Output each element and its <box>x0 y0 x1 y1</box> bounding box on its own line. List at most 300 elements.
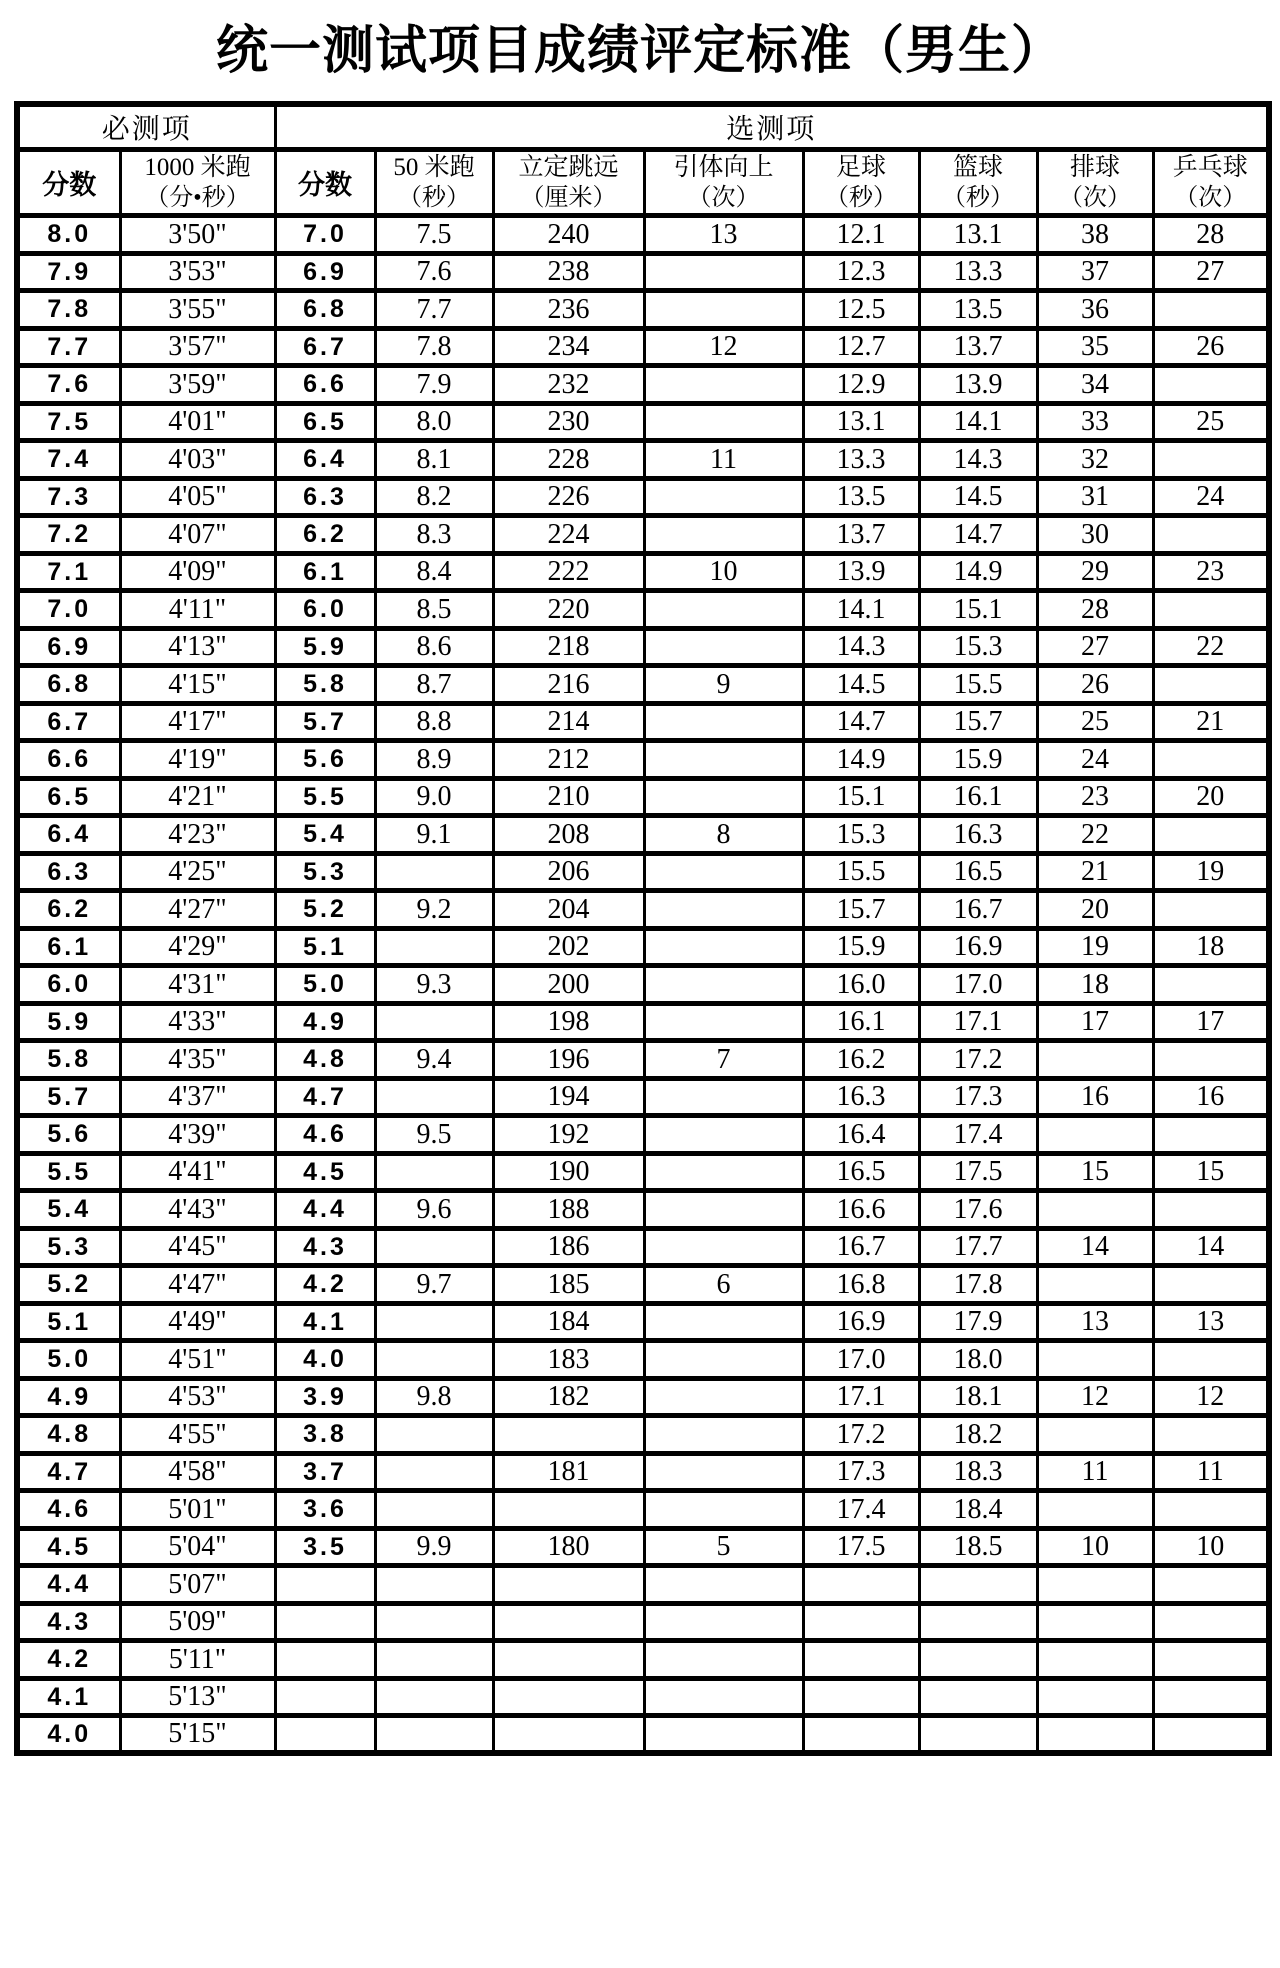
table-cell <box>644 741 803 779</box>
table-cell: 33 <box>1037 403 1153 441</box>
table-body <box>17 216 1269 1754</box>
table-cell: 4'11" <box>120 591 275 629</box>
table-cell: 9.2 <box>375 891 493 929</box>
table-row <box>17 291 1269 329</box>
table-cell: 200 <box>493 966 644 1004</box>
table-cell: 18.1 <box>919 1378 1037 1416</box>
column-header-5 <box>644 150 803 216</box>
table-cell: 9.8 <box>375 1378 493 1416</box>
table-cell <box>644 1603 803 1641</box>
table-cell: 23 <box>1037 778 1153 816</box>
table-cell <box>1037 1491 1153 1529</box>
score-standard-table <box>14 101 1272 1756</box>
table-cell <box>375 1566 493 1604</box>
table-cell: 226 <box>493 478 644 516</box>
table-cell: 26 <box>1037 666 1153 704</box>
table-cell: 4'07" <box>120 516 275 554</box>
table-cell: 224 <box>493 516 644 554</box>
table-cell <box>644 1116 803 1154</box>
table-cell: 16.8 <box>803 1266 919 1304</box>
table-cell <box>644 928 803 966</box>
table-cell: 14.1 <box>803 591 919 629</box>
table-row <box>17 966 1269 1004</box>
table-cell <box>1153 516 1269 554</box>
table-cell <box>644 253 803 291</box>
table-cell <box>644 516 803 554</box>
table-cell: 22 <box>1153 628 1269 666</box>
table-cell: 4'01" <box>120 403 275 441</box>
table-row <box>17 253 1269 291</box>
table-cell: 12 <box>1153 1378 1269 1416</box>
table-cell <box>1037 1416 1153 1454</box>
table-cell: 204 <box>493 891 644 929</box>
table-cell <box>644 478 803 516</box>
group-header-row <box>17 104 1269 150</box>
table-cell: 183 <box>493 1341 644 1379</box>
table-cell: 220 <box>493 591 644 629</box>
table-cell <box>1153 1641 1269 1679</box>
table-cell: 5'15" <box>120 1716 275 1754</box>
table-cell: 16.9 <box>803 1303 919 1341</box>
table-cell: 31 <box>1037 478 1153 516</box>
table-cell: 17.2 <box>803 1416 919 1454</box>
table-cell: 13.9 <box>803 553 919 591</box>
table-cell <box>644 966 803 1004</box>
column-label: 1000 米跑 <box>144 154 251 181</box>
table-cell: 5.0 <box>275 966 375 1004</box>
table-cell: 10 <box>644 553 803 591</box>
table-cell <box>1153 1116 1269 1154</box>
table-cell: 4.9 <box>275 1003 375 1041</box>
column-unit: （秒） <box>398 185 471 212</box>
table-cell: 5'13" <box>120 1678 275 1716</box>
table-cell: 4'43" <box>120 1191 275 1229</box>
table-cell: 5.5 <box>275 778 375 816</box>
table-cell: 6.4 <box>275 441 375 479</box>
table-cell: 6.8 <box>17 666 120 704</box>
table-cell: 12.3 <box>803 253 919 291</box>
table-cell: 5.3 <box>275 853 375 891</box>
table-cell <box>644 366 803 404</box>
table-cell: 23 <box>1153 553 1269 591</box>
table-cell: 16.5 <box>919 853 1037 891</box>
table-cell: 8.0 <box>375 403 493 441</box>
table-cell: 11 <box>1153 1453 1269 1491</box>
table-row <box>17 628 1269 666</box>
column-header-2: 分数 <box>275 150 375 216</box>
column-header-row <box>17 150 1269 216</box>
table-cell: 4.0 <box>275 1341 375 1379</box>
table-cell: 12.7 <box>803 328 919 366</box>
table-cell: 9.1 <box>375 816 493 854</box>
table-cell: 7.6 <box>17 366 120 404</box>
table-cell: 22 <box>1037 816 1153 854</box>
table-cell <box>275 1566 375 1604</box>
table-cell <box>803 1678 919 1716</box>
table-cell: 181 <box>493 1453 644 1491</box>
table-cell: 7 <box>644 1041 803 1079</box>
table-row <box>17 928 1269 966</box>
table-cell: 16.7 <box>919 891 1037 929</box>
table-cell <box>644 1228 803 1266</box>
table-cell: 7.8 <box>17 291 120 329</box>
table-cell: 5.0 <box>17 1341 120 1379</box>
table-cell <box>919 1678 1037 1716</box>
table-cell <box>375 1303 493 1341</box>
table-cell: 5.1 <box>17 1303 120 1341</box>
table-cell: 25 <box>1153 403 1269 441</box>
column-label: 引体向上 <box>673 154 774 181</box>
table-cell: 15.9 <box>919 741 1037 779</box>
table-cell: 17.3 <box>919 1078 1037 1116</box>
table-cell: 4'09" <box>120 553 275 591</box>
table-cell <box>644 891 803 929</box>
table-cell <box>1153 591 1269 629</box>
table-cell <box>1037 1716 1153 1754</box>
table-cell: 17.5 <box>919 1153 1037 1191</box>
table-cell: 4.4 <box>17 1566 120 1604</box>
table-cell: 13.7 <box>919 328 1037 366</box>
table-cell: 210 <box>493 778 644 816</box>
table-cell: 3.5 <box>275 1528 375 1566</box>
group-header-optional-items: 选测项 <box>275 104 1269 150</box>
column-header-8 <box>1037 150 1153 216</box>
table-cell <box>644 1003 803 1041</box>
table-cell: 4'31" <box>120 966 275 1004</box>
table-cell: 206 <box>493 853 644 891</box>
table-cell: 25 <box>1037 703 1153 741</box>
table-cell <box>1037 1678 1153 1716</box>
table-row <box>17 853 1269 891</box>
table-cell: 208 <box>493 816 644 854</box>
table-cell: 180 <box>493 1528 644 1566</box>
table-cell: 14.5 <box>919 478 1037 516</box>
table-cell: 17.2 <box>919 1041 1037 1079</box>
table-cell: 16.0 <box>803 966 919 1004</box>
table-cell: 7.5 <box>375 216 493 254</box>
table-cell <box>275 1641 375 1679</box>
table-cell: 184 <box>493 1303 644 1341</box>
table-cell <box>1153 816 1269 854</box>
column-label: 立定跳远 <box>518 154 619 181</box>
table-cell: 4'25" <box>120 853 275 891</box>
table-cell: 6.4 <box>17 816 120 854</box>
table-cell: 6.7 <box>17 703 120 741</box>
table-cell: 4'17" <box>120 703 275 741</box>
table-cell: 12.1 <box>803 216 919 254</box>
table-cell <box>644 1566 803 1604</box>
table-cell <box>493 1678 644 1716</box>
table-cell: 4.6 <box>275 1116 375 1154</box>
table-cell: 18.2 <box>919 1416 1037 1454</box>
table-cell: 17.1 <box>803 1378 919 1416</box>
table-cell <box>644 1378 803 1416</box>
table-cell: 7.4 <box>17 441 120 479</box>
table-cell: 238 <box>493 253 644 291</box>
table-cell: 28 <box>1037 591 1153 629</box>
table-cell: 6 <box>644 1266 803 1304</box>
table-cell: 4.1 <box>17 1678 120 1716</box>
table-row <box>17 1303 1269 1341</box>
table-cell: 218 <box>493 628 644 666</box>
table-cell: 21 <box>1153 703 1269 741</box>
table-cell: 19 <box>1153 853 1269 891</box>
table-cell: 5.6 <box>17 1116 120 1154</box>
table-cell: 13.7 <box>803 516 919 554</box>
table-cell: 7.1 <box>17 553 120 591</box>
table-cell: 12.9 <box>803 366 919 404</box>
table-cell <box>1037 1266 1153 1304</box>
table-cell: 16.4 <box>803 1116 919 1154</box>
table-row <box>17 1078 1269 1116</box>
table-cell: 14.1 <box>919 403 1037 441</box>
table-cell: 194 <box>493 1078 644 1116</box>
table-cell <box>275 1678 375 1716</box>
table-cell <box>644 1153 803 1191</box>
table-row <box>17 216 1269 254</box>
table-cell: 5 <box>644 1528 803 1566</box>
table-cell: 14.3 <box>803 628 919 666</box>
table-cell: 222 <box>493 553 644 591</box>
table-cell: 34 <box>1037 366 1153 404</box>
table-cell: 16.1 <box>803 1003 919 1041</box>
table-row <box>17 816 1269 854</box>
table-cell: 20 <box>1153 778 1269 816</box>
table-cell: 6.0 <box>17 966 120 1004</box>
table-cell: 15 <box>1153 1153 1269 1191</box>
table-cell: 16.3 <box>919 816 1037 854</box>
table-cell <box>1153 966 1269 1004</box>
table-row <box>17 553 1269 591</box>
table-cell: 14.7 <box>803 703 919 741</box>
column-unit: （厘米） <box>520 185 617 212</box>
table-cell: 27 <box>1153 253 1269 291</box>
table-cell: 15.7 <box>803 891 919 929</box>
table-cell <box>919 1566 1037 1604</box>
table-cell: 4'13" <box>120 628 275 666</box>
table-cell: 13.1 <box>803 403 919 441</box>
table-cell: 7.0 <box>275 216 375 254</box>
table-cell <box>375 1228 493 1266</box>
table-cell: 8.8 <box>375 703 493 741</box>
table-row <box>17 366 1269 404</box>
table-cell: 17.0 <box>803 1341 919 1379</box>
column-header-3 <box>375 150 493 216</box>
column-header-4 <box>493 150 644 216</box>
table-row <box>17 1528 1269 1566</box>
table-cell: 14 <box>1153 1228 1269 1266</box>
table-cell: 4'33" <box>120 1003 275 1041</box>
column-unit: （秒） <box>825 185 898 212</box>
table-cell: 6.5 <box>275 403 375 441</box>
table-cell: 8.3 <box>375 516 493 554</box>
table-cell <box>644 1453 803 1491</box>
table-row <box>17 778 1269 816</box>
table-cell: 9.9 <box>375 1528 493 1566</box>
table-cell: 17 <box>1153 1003 1269 1041</box>
table-cell: 14 <box>1037 1228 1153 1266</box>
table-cell: 6.2 <box>17 891 120 929</box>
table-cell: 7.3 <box>17 478 120 516</box>
table-cell: 6.5 <box>17 778 120 816</box>
table-cell: 12 <box>1037 1378 1153 1416</box>
table-cell: 8.2 <box>375 478 493 516</box>
table-cell <box>375 853 493 891</box>
table-cell: 8 <box>644 816 803 854</box>
table-cell <box>1153 1678 1269 1716</box>
table-cell: 17.3 <box>803 1453 919 1491</box>
page-title: 统一测试项目成绩评定标准（男生） <box>215 23 1064 80</box>
table-cell: 4.7 <box>275 1078 375 1116</box>
column-header-7 <box>919 150 1037 216</box>
table-cell <box>493 1603 644 1641</box>
table-row <box>17 1153 1269 1191</box>
table-cell: 13.9 <box>919 366 1037 404</box>
table-cell <box>919 1603 1037 1641</box>
table-cell: 29 <box>1037 553 1153 591</box>
table-cell <box>644 628 803 666</box>
group-header-required-items: 必测项 <box>17 104 275 150</box>
table-cell: 5.9 <box>17 1003 120 1041</box>
table-cell: 4'47" <box>120 1266 275 1304</box>
table-cell: 6.2 <box>275 516 375 554</box>
table-cell: 15.5 <box>919 666 1037 704</box>
table-cell: 9.3 <box>375 966 493 1004</box>
table-cell: 26 <box>1153 328 1269 366</box>
table-cell <box>1037 1041 1153 1079</box>
table-cell <box>1153 291 1269 329</box>
table-cell <box>644 403 803 441</box>
table-cell: 20 <box>1037 891 1153 929</box>
table-row <box>17 891 1269 929</box>
table-cell: 4'27" <box>120 891 275 929</box>
table-cell: 182 <box>493 1378 644 1416</box>
table-cell: 6.0 <box>275 591 375 629</box>
table-cell: 16 <box>1037 1078 1153 1116</box>
table-row <box>17 1641 1269 1679</box>
table-cell <box>644 1078 803 1116</box>
table-cell: 6.6 <box>17 741 120 779</box>
table-cell: 37 <box>1037 253 1153 291</box>
table-cell: 3.8 <box>275 1416 375 1454</box>
table-cell: 4.5 <box>17 1528 120 1566</box>
table-cell <box>644 1416 803 1454</box>
table-cell: 5.7 <box>275 703 375 741</box>
table-row <box>17 328 1269 366</box>
table-cell: 5.3 <box>17 1228 120 1266</box>
table-cell: 5.9 <box>275 628 375 666</box>
column-header-0: 分数 <box>17 150 120 216</box>
table-row <box>17 516 1269 554</box>
table-cell: 14.9 <box>919 553 1037 591</box>
table-cell: 4'55" <box>120 1416 275 1454</box>
table-cell: 9.7 <box>375 1266 493 1304</box>
table-cell <box>493 1716 644 1754</box>
table-cell: 38 <box>1037 216 1153 254</box>
table-cell: 10 <box>1037 1528 1153 1566</box>
table-cell <box>644 1191 803 1229</box>
table-cell: 9.0 <box>375 778 493 816</box>
table-cell: 18 <box>1153 928 1269 966</box>
column-label: 50 米跑 <box>393 154 475 181</box>
table-cell: 212 <box>493 741 644 779</box>
table-cell: 4.0 <box>17 1716 120 1754</box>
table-cell: 16.6 <box>803 1191 919 1229</box>
table-cell: 196 <box>493 1041 644 1079</box>
table-cell <box>375 1641 493 1679</box>
table-cell: 6.3 <box>17 853 120 891</box>
table-cell <box>644 778 803 816</box>
table-cell: 186 <box>493 1228 644 1266</box>
table-cell: 17.5 <box>803 1528 919 1566</box>
table-cell: 4'53" <box>120 1378 275 1416</box>
table-cell: 5.2 <box>275 891 375 929</box>
table-cell: 232 <box>493 366 644 404</box>
table-cell <box>1153 741 1269 779</box>
table-cell: 234 <box>493 328 644 366</box>
table-cell <box>375 1416 493 1454</box>
table-cell: 8.7 <box>375 666 493 704</box>
table-row <box>17 1116 1269 1154</box>
table-row <box>17 1416 1269 1454</box>
table-row <box>17 666 1269 704</box>
table-cell <box>375 1078 493 1116</box>
table-cell: 14.5 <box>803 666 919 704</box>
table-cell: 8.0 <box>17 216 120 254</box>
table-cell: 6.3 <box>275 478 375 516</box>
table-cell <box>803 1716 919 1754</box>
table-cell: 15 <box>1037 1153 1153 1191</box>
table-cell: 6.1 <box>17 928 120 966</box>
table-cell: 7.8 <box>375 328 493 366</box>
table-row <box>17 1716 1269 1754</box>
table-cell: 17.6 <box>919 1191 1037 1229</box>
table-cell: 16.7 <box>803 1228 919 1266</box>
column-label: 排球 <box>1070 154 1121 181</box>
table-cell: 5.7 <box>17 1078 120 1116</box>
table-cell: 7.9 <box>17 253 120 291</box>
table-cell: 5'04" <box>120 1528 275 1566</box>
table-cell: 3'53" <box>120 253 275 291</box>
table-cell <box>375 1003 493 1041</box>
column-header-6 <box>803 150 919 216</box>
table-cell <box>1153 1491 1269 1529</box>
table-cell: 16.9 <box>919 928 1037 966</box>
table-cell: 4'58" <box>120 1453 275 1491</box>
column-unit: （次） <box>687 185 760 212</box>
table-row <box>17 741 1269 779</box>
table-cell <box>644 1641 803 1679</box>
table-cell: 4'21" <box>120 778 275 816</box>
table-cell: 5.8 <box>275 666 375 704</box>
table-cell <box>375 1341 493 1379</box>
table-cell: 6.7 <box>275 328 375 366</box>
table-cell: 9.6 <box>375 1191 493 1229</box>
table-row <box>17 1003 1269 1041</box>
table-cell: 24 <box>1153 478 1269 516</box>
table-cell: 4'39" <box>120 1116 275 1154</box>
table-cell: 4.8 <box>17 1416 120 1454</box>
table-cell <box>919 1641 1037 1679</box>
table-cell: 4'35" <box>120 1041 275 1079</box>
table-row <box>17 1603 1269 1641</box>
column-header-9 <box>1153 150 1269 216</box>
table-cell: 11 <box>644 441 803 479</box>
table-cell <box>1153 366 1269 404</box>
table-cell <box>803 1603 919 1641</box>
table-cell: 228 <box>493 441 644 479</box>
table-cell: 8.1 <box>375 441 493 479</box>
